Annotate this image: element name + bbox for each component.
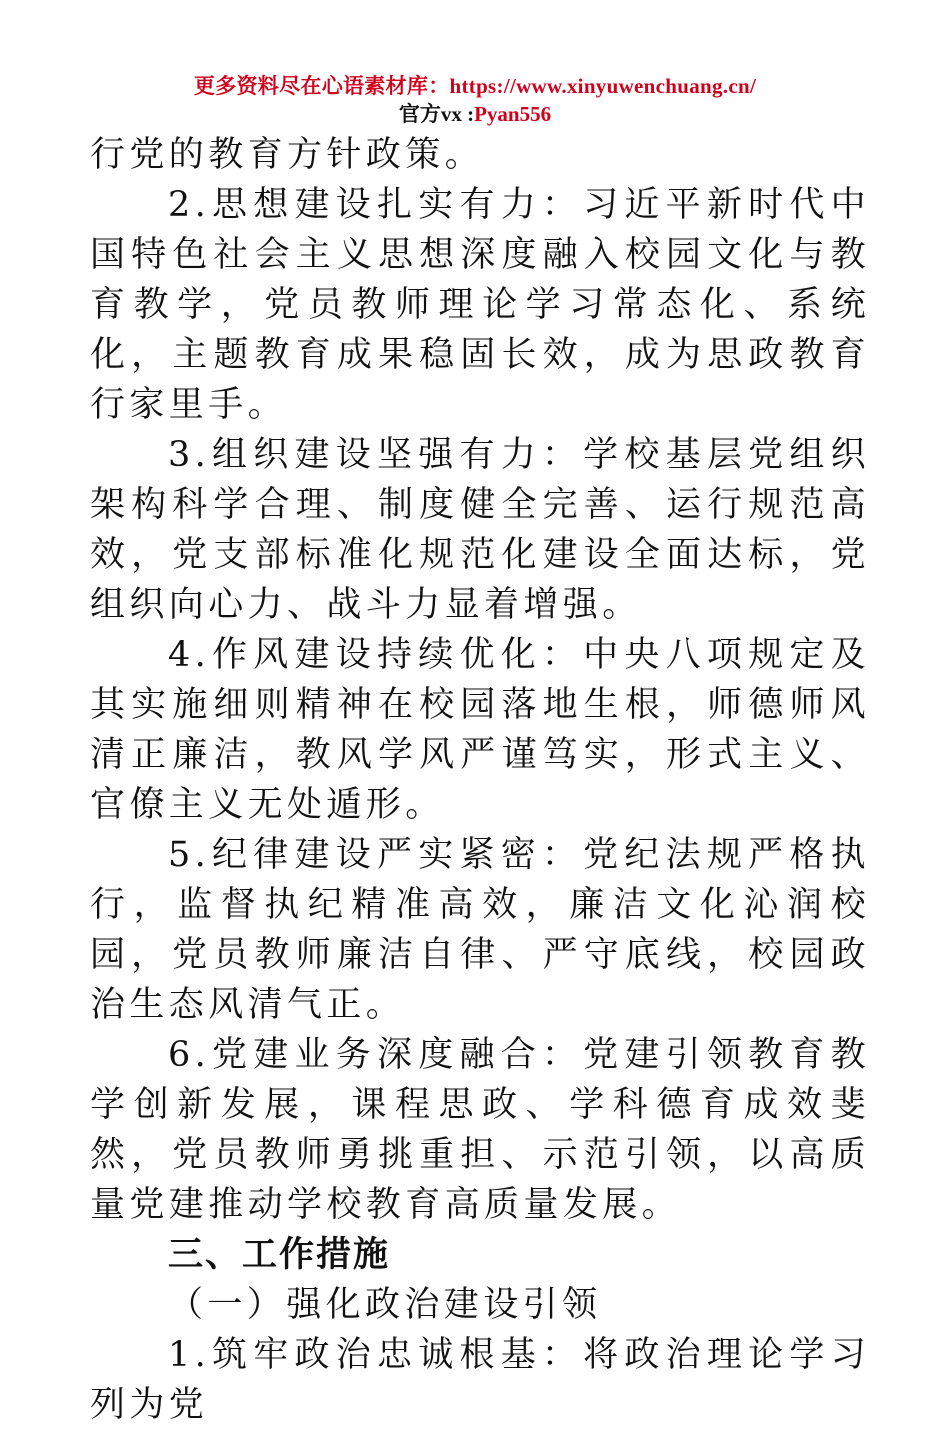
paragraph-integration: 6.党建业务深度融合：党建引领教育教学创新发展，课程思政、学科德育成效斐然，党员教师勇挑重担、示范引领，以高质量党建推动学校教育高质量发展。 <box>90 1035 870 1225</box>
vx-id: Pyan556 <box>474 102 552 126</box>
paragraph-ideological-building: 2.思想建设扎实有力：习近平新时代中国特色社会主义思想深度融入校园文化与教育教学，党员教师理论学习常态化、系统化，主题教育成果稳固长效，成为思政教育行家里手。 <box>90 185 870 425</box>
paragraph-political-loyalty: 1.筑牢政治忠诚根基：将政治理论学习列为党 <box>90 1335 870 1425</box>
vx-label: 官方vx : <box>398 102 475 126</box>
wechat-contact <box>0 98 950 128</box>
paragraph-discipline-building: 5.纪律建设严实紧密：党纪法规严格执行，监督执纪精准高效，廉洁文化沁润校园，党员教师廉洁自律、严守底线，校园政治生态风清气正。 <box>90 835 870 1025</box>
promo-text: 更多资料尽在心语素材库： <box>193 74 450 98</box>
paragraph-continuation: 行党的教育方针政策。 <box>90 135 485 175</box>
paragraph-organizational-building: 3.组织建设坚强有力：学校基层党组织架构科学合理、制度健全完善、运行规范高效，党支部标准化规范化建设全面达标，党组织向心力、战斗力显着增强。 <box>90 435 870 625</box>
paragraph-work-style-building: 4.作风建设持续优化：中央八项规定及其实施细则精神在校园落地生根，师德师风清正廉洁，教风学风严谨笃实，形式主义、官僚主义无处遁形。 <box>90 635 870 825</box>
promo-url[interactable]: https://www.xinyuwenchuang.cn/ <box>449 74 757 98</box>
section-heading: 三、工作措施 <box>168 1235 391 1275</box>
document-body <box>90 130 870 1430</box>
subsection-heading: （一）强化政治建设引领 <box>168 1285 602 1325</box>
promo-banner <box>0 70 950 100</box>
